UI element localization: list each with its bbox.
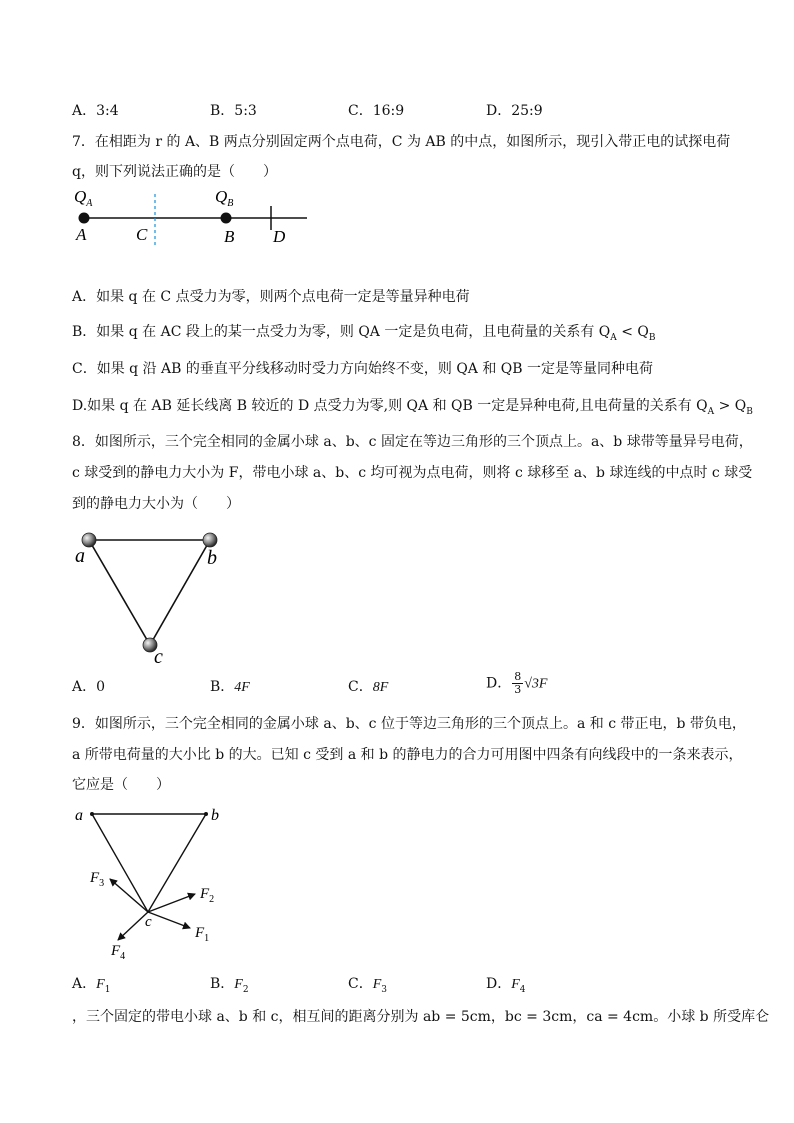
label-point-d: D	[273, 227, 286, 246]
q9-option-a: A．$F_1$	[72, 976, 111, 995]
arrow-f3	[110, 879, 148, 912]
q7-option-c: C．如果 q 沿 AB 的垂直平分线移动时受力方向始终不变，则 QA 和 QB 一定是等量同种电荷	[72, 361, 654, 377]
q7-option-b: B．如果 q 在 AC 段上的某一点受力为零，则 QA 一定是负电荷，且电荷量的关系有 $Q_A < Q_B$	[72, 324, 656, 343]
label-b: b	[211, 807, 219, 824]
label-qb: $Q_B$	[215, 187, 234, 209]
q10-stem-line1: ，三个固定的带电小球 a、b 和 c，相互间的距离分别为 ab = 5cm，bc = 3cm，ca = 4cm。小球 b 所受库仑	[72, 1009, 770, 1025]
q8-stem-line2: c 球受到的静电力大小为 F，带电小球 a、b、c 均可视为点电荷，则将 c 球移至 a、b 球连线的中点时 c 球受	[72, 465, 753, 481]
label-c: c	[154, 646, 163, 666]
q9-figure	[72, 802, 232, 964]
q7-option-a: A．如果 q 在 C 点受力为零，则两个点电荷一定是等量异种电荷	[72, 289, 470, 305]
fraction: $\frac{8}{3}$	[514, 670, 522, 696]
q9-stem-line3: 它应是（ ）	[72, 777, 170, 793]
arrow-f4	[118, 912, 148, 940]
arrow-f1	[148, 912, 190, 928]
q6-option-b: B．5:3	[210, 103, 257, 119]
label-f1: $F_1$	[195, 925, 210, 944]
q7-figure	[72, 186, 312, 250]
label-b: b	[207, 547, 217, 569]
q7-option-d: D.如果 q 在 AB 延长线离 B 较近的 D 点受力为零,则 QA 和 QB 一定是异种电荷,且电荷量的关系有 $Q_A > Q_B$	[72, 398, 753, 417]
q6-option-a: A．3:4	[72, 103, 119, 119]
q8-option-c: C．8F	[348, 679, 389, 695]
point-b	[204, 812, 208, 816]
q8-option-a: A．0	[72, 679, 106, 695]
label-a: a	[75, 807, 83, 824]
arrow-f2	[148, 894, 195, 912]
q6-option-d: D．25:9	[486, 103, 543, 119]
q8-option-d: D． $\frac{8}{3}$ √3F	[486, 670, 548, 696]
ball-b	[203, 533, 217, 547]
q9-option-c: C．$F_3$	[348, 976, 388, 995]
label-qa: $Q_A$	[74, 187, 93, 209]
label-point-a: A	[76, 225, 87, 244]
q7-stem-line1: 7．在相距为 r 的 A、B 两点分别固定两个点电荷，C 为 AB 的中点，如图所示，现引入带正电的试探电荷	[72, 134, 731, 150]
q8-stem-line1: 8．如图所示，三个完全相同的金属小球 a、b、c 固定在等边三角形的三个顶点上。a、b 球带等量异号电荷，	[72, 434, 753, 450]
point-a	[90, 812, 94, 816]
q6-option-c: C．16:9	[348, 103, 405, 119]
q9-option-b: B．$F_2$	[210, 976, 249, 995]
label-point-c: C	[136, 225, 148, 244]
charge-b-dot	[221, 213, 232, 224]
label-f4: $F_4$	[111, 943, 126, 962]
q8-figure	[72, 524, 232, 666]
charge-a-dot	[79, 213, 90, 224]
q8-option-b: B．4F	[210, 679, 250, 695]
q8-stem-line3: 到的静电力大小为（ ）	[72, 496, 240, 512]
q9-stem-line1: 9．如图所示，三个完全相同的金属小球 a、b、c 位于等边三角形的三个顶点上。a 和 c 带正电，b 带负电，	[72, 716, 746, 732]
q9-stem-line2: a 所带电荷量的大小比 b 的大。已知 c 受到 a 和 b 的静电力的合力可用图中四条有向线段中的一条来表示，	[72, 747, 743, 763]
label-c: c	[145, 914, 152, 930]
q7-stem-line2: q，则下列说法正确的是（ ）	[72, 164, 277, 180]
q9-option-d: D．$F_4$	[486, 976, 526, 995]
label-point-b: B	[224, 227, 235, 246]
label-a: a	[75, 545, 85, 567]
label-f2: $F_2$	[200, 886, 215, 905]
label-f3: $F_3$	[90, 870, 105, 889]
